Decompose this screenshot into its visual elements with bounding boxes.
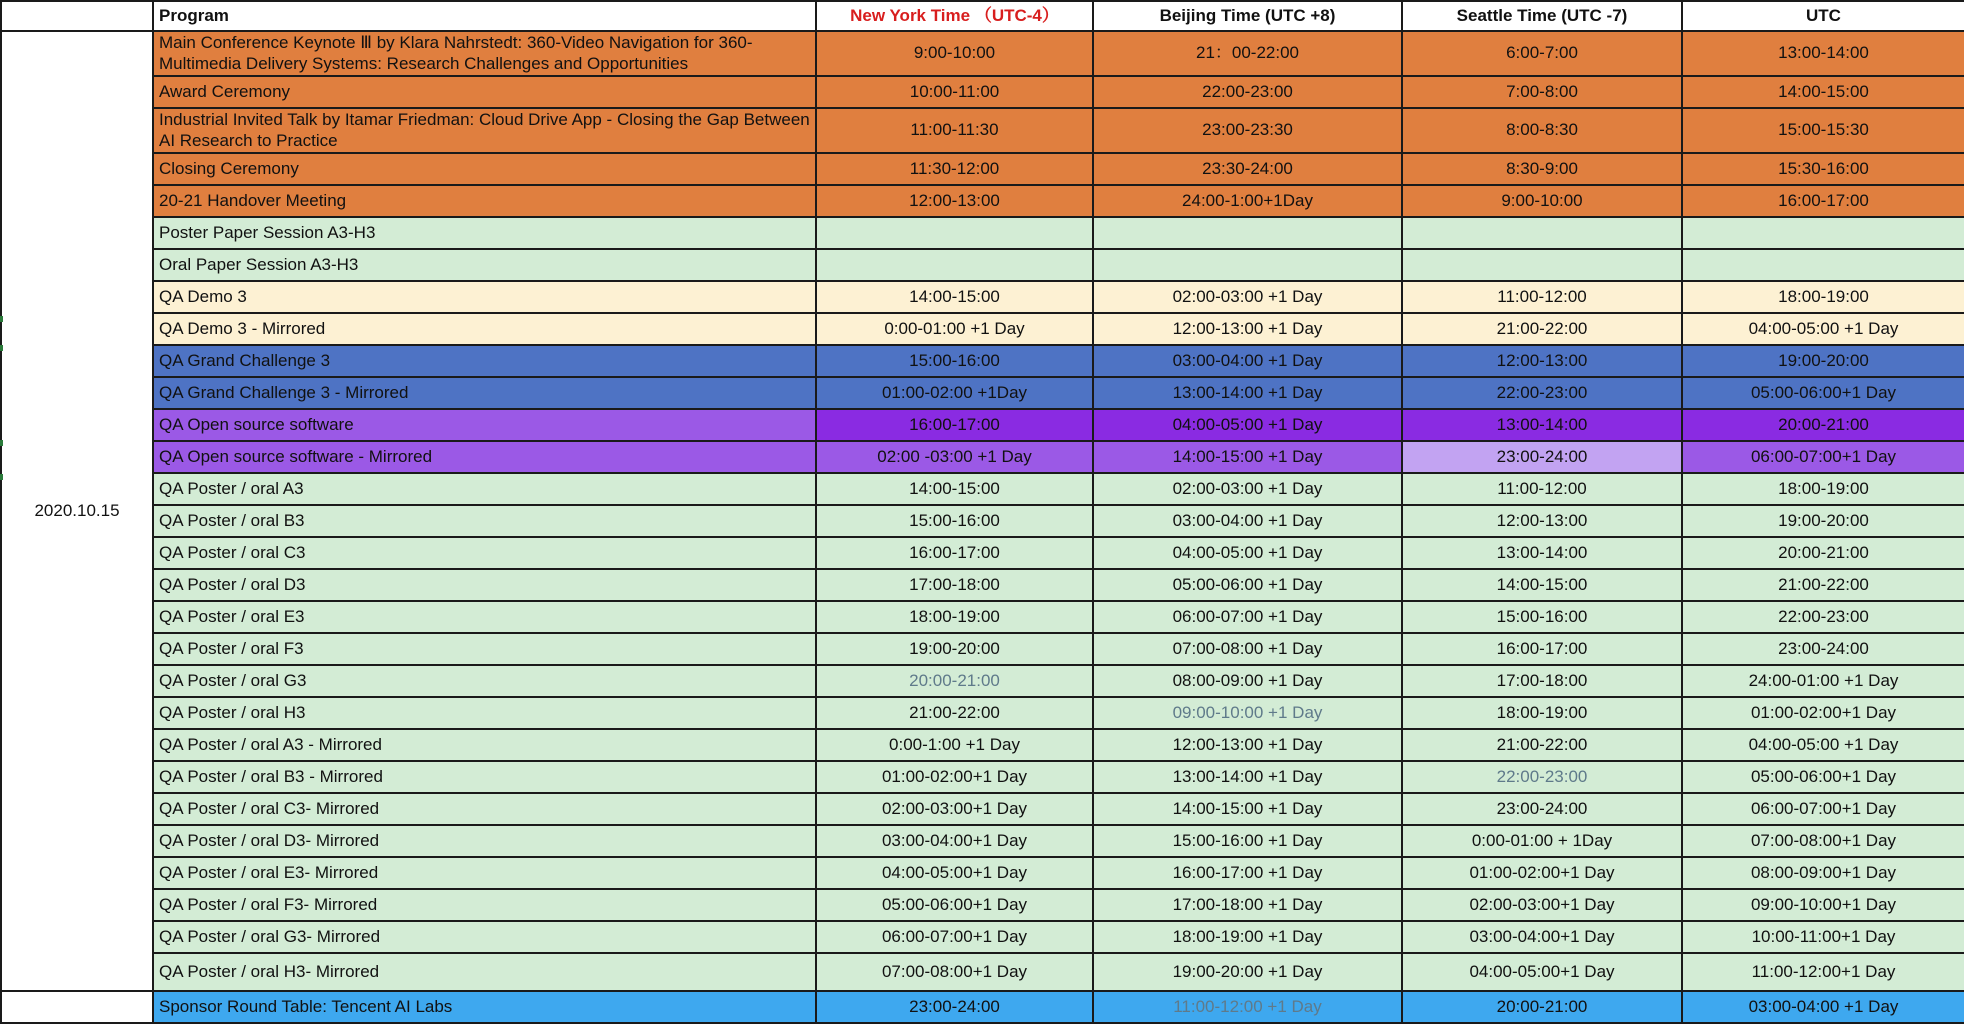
edge-marker: [0, 316, 3, 322]
beijing-time-cell[interactable]: 16:00-17:00 +1 Day: [1093, 857, 1402, 889]
table-row: [1, 281, 1964, 313]
header-date[interactable]: [1, 1, 153, 31]
beijing-time-cell[interactable]: 06:00-07:00 +1 Day: [1093, 601, 1402, 633]
table-row: [1, 953, 1964, 991]
table-row: [1, 345, 1964, 377]
table-row: [1, 377, 1964, 409]
utc-time-cell[interactable]: 08:00-09:00+1 Day: [1682, 857, 1964, 889]
seattle-time-cell[interactable]: 18:00-19:00: [1402, 697, 1682, 729]
utc-time-cell[interactable]: 09:00-10:00+1 Day: [1682, 889, 1964, 921]
seattle-time-cell[interactable]: 7:00-8:00: [1402, 76, 1682, 108]
ny-time-cell[interactable]: 10:00-11:00: [816, 76, 1093, 108]
utc-time-cell[interactable]: 20:00-21:00: [1682, 537, 1964, 569]
ny-time-cell[interactable]: 20:00-21:00: [816, 665, 1093, 697]
table-row: [1, 313, 1964, 345]
seattle-time-cell[interactable]: 15:00-16:00: [1402, 601, 1682, 633]
table-row: [1, 153, 1964, 185]
table-row: [1, 108, 1964, 153]
ny-time-cell[interactable]: 12:00-13:00: [816, 185, 1093, 217]
program-cell[interactable]: Closing Ceremony: [153, 153, 816, 185]
table-row: [1, 857, 1964, 889]
seattle-time-cell[interactable]: 6:00-7:00: [1402, 31, 1682, 76]
ny-time-cell[interactable]: 17:00-18:00: [816, 569, 1093, 601]
ny-time-cell[interactable]: 19:00-20:00: [816, 633, 1093, 665]
utc-time-cell[interactable]: [1682, 217, 1964, 249]
ny-time-cell[interactable]: 11:30-12:00: [816, 153, 1093, 185]
beijing-time-cell[interactable]: 23:00-23:30: [1093, 108, 1402, 153]
seattle-time-cell[interactable]: 20:00-21:00: [1402, 991, 1682, 1023]
seattle-time-cell[interactable]: 13:00-14:00: [1402, 537, 1682, 569]
beijing-time-cell[interactable]: 04:00-05:00 +1 Day: [1093, 409, 1402, 441]
seattle-time-cell[interactable]: 17:00-18:00: [1402, 665, 1682, 697]
beijing-time-cell[interactable]: 07:00-08:00 +1 Day: [1093, 633, 1402, 665]
header-row: [1, 1, 1964, 31]
program-cell[interactable]: Poster Paper Session A3-H3: [153, 217, 816, 249]
program-cell[interactable]: QA Poster / oral B3: [153, 505, 816, 537]
beijing-time-cell[interactable]: 03:00-04:00 +1 Day: [1093, 505, 1402, 537]
program-cell[interactable]: QA Poster / oral D3- Mirrored: [153, 825, 816, 857]
date-cell[interactable]: 2020.10.15: [1, 31, 153, 991]
program-cell[interactable]: QA Poster / oral A3 - Mirrored: [153, 729, 816, 761]
beijing-time-cell[interactable]: 02:00-03:00 +1 Day: [1093, 473, 1402, 505]
seattle-time-cell[interactable]: 23:00-24:00: [1402, 793, 1682, 825]
program-cell[interactable]: QA Grand Challenge 3 - Mirrored: [153, 377, 816, 409]
utc-time-cell[interactable]: 15:30-16:00: [1682, 153, 1964, 185]
beijing-time-cell[interactable]: 24:00-1:00+1Day: [1093, 185, 1402, 217]
seattle-time-cell[interactable]: [1402, 249, 1682, 281]
seattle-time-cell[interactable]: 0:00-01:00 + 1Day: [1402, 825, 1682, 857]
seattle-time-cell[interactable]: 21:00-22:00: [1402, 729, 1682, 761]
table-row: [1, 249, 1964, 281]
header-new-york-time[interactable]: New York Time （UTC-4）: [816, 1, 1093, 31]
beijing-time-cell[interactable]: 03:00-04:00 +1 Day: [1093, 345, 1402, 377]
ny-time-cell[interactable]: 9:00-10:00: [816, 31, 1093, 76]
table-row: [1, 537, 1964, 569]
program-cell[interactable]: QA Poster / oral A3: [153, 473, 816, 505]
utc-time-cell[interactable]: 07:00-08:00+1 Day: [1682, 825, 1964, 857]
ny-time-cell[interactable]: [816, 217, 1093, 249]
utc-time-cell[interactable]: 14:00-15:00: [1682, 76, 1964, 108]
table-row: [1, 793, 1964, 825]
utc-time-cell[interactable]: 03:00-04:00 +1 Day: [1682, 991, 1964, 1023]
beijing-time-cell[interactable]: [1093, 249, 1402, 281]
program-cell[interactable]: QA Poster / oral B3 - Mirrored: [153, 761, 816, 793]
ny-time-cell[interactable]: 15:00-16:00: [816, 345, 1093, 377]
table-row: [1, 889, 1964, 921]
program-cell[interactable]: QA Poster / oral F3: [153, 633, 816, 665]
seattle-time-cell[interactable]: 21:00-22:00: [1402, 313, 1682, 345]
program-cell[interactable]: 20-21 Handover Meeting: [153, 185, 816, 217]
ny-time-cell[interactable]: 16:00-17:00: [816, 537, 1093, 569]
utc-time-cell[interactable]: 10:00-11:00+1 Day: [1682, 921, 1964, 953]
utc-time-cell[interactable]: 18:00-19:00: [1682, 473, 1964, 505]
beijing-time-cell[interactable]: 12:00-13:00 +1 Day: [1093, 729, 1402, 761]
seattle-time-cell[interactable]: 11:00-12:00: [1402, 473, 1682, 505]
table-row: [1, 761, 1964, 793]
program-cell[interactable]: QA Poster / oral G3- Mirrored: [153, 921, 816, 953]
edge-marker: [0, 345, 3, 351]
utc-time-cell[interactable]: 19:00-20:00: [1682, 345, 1964, 377]
program-cell[interactable]: QA Poster / oral E3- Mirrored: [153, 857, 816, 889]
table-row: [1, 505, 1964, 537]
ny-time-cell[interactable]: 05:00-06:00+1 Day: [816, 889, 1093, 921]
program-cell[interactable]: Industrial Invited Talk by Itamar Friedman: Cloud Drive App - Closing the Gap Between AI Research to Practice: [153, 108, 816, 153]
ny-time-cell[interactable]: 02:00 -03:00 +1 Day: [816, 441, 1093, 473]
utc-time-cell[interactable]: 19:00-20:00: [1682, 505, 1964, 537]
utc-time-cell[interactable]: 15:00-15:30: [1682, 108, 1964, 153]
beijing-time-cell[interactable]: 09:00-10:00 +1 Day: [1093, 697, 1402, 729]
beijing-time-cell[interactable]: 21：00-22:00: [1093, 31, 1402, 76]
date-cell-empty[interactable]: [1, 991, 153, 1023]
program-cell[interactable]: QA Grand Challenge 3: [153, 345, 816, 377]
ny-time-cell[interactable]: 01:00-02:00+1 Day: [816, 761, 1093, 793]
seattle-time-cell[interactable]: 14:00-15:00: [1402, 569, 1682, 601]
table-row: [1, 633, 1964, 665]
utc-time-cell[interactable]: 22:00-23:00: [1682, 601, 1964, 633]
utc-time-cell[interactable]: [1682, 249, 1964, 281]
beijing-time-cell[interactable]: 18:00-19:00 +1 Day: [1093, 921, 1402, 953]
program-cell[interactable]: Oral Paper Session A3-H3: [153, 249, 816, 281]
table-row: [1, 473, 1964, 505]
beijing-time-cell[interactable]: 11:00-12:00 +1 Day: [1093, 991, 1402, 1023]
utc-time-cell[interactable]: 20:00-21:00: [1682, 409, 1964, 441]
program-cell[interactable]: QA Poster / oral H3- Mirrored: [153, 953, 816, 991]
utc-time-cell[interactable]: 13:00-14:00: [1682, 31, 1964, 76]
program-cell[interactable]: QA Poster / oral H3: [153, 697, 816, 729]
beijing-time-cell[interactable]: 05:00-06:00 +1 Day: [1093, 569, 1402, 601]
table-row: [1, 921, 1964, 953]
beijing-time-cell[interactable]: 23:30-24:00: [1093, 153, 1402, 185]
seattle-time-cell[interactable]: 16:00-17:00: [1402, 633, 1682, 665]
seattle-time-cell[interactable]: 02:00-03:00+1 Day: [1402, 889, 1682, 921]
program-cell[interactable]: QA Poster / oral D3: [153, 569, 816, 601]
table-row: [1, 569, 1964, 601]
edge-marker: [0, 474, 3, 480]
table-row: [1, 76, 1964, 108]
seattle-time-cell[interactable]: 12:00-13:00: [1402, 345, 1682, 377]
seattle-time-cell[interactable]: 11:00-12:00: [1402, 281, 1682, 313]
ny-time-cell[interactable]: 21:00-22:00: [816, 697, 1093, 729]
utc-time-cell[interactable]: 04:00-05:00 +1 Day: [1682, 313, 1964, 345]
ny-time-cell[interactable]: 03:00-04:00+1 Day: [816, 825, 1093, 857]
program-cell[interactable]: QA Poster / oral G3: [153, 665, 816, 697]
program-cell[interactable]: QA Poster / oral F3- Mirrored: [153, 889, 816, 921]
seattle-time-cell[interactable]: 8:00-8:30: [1402, 108, 1682, 153]
header-utc[interactable]: UTC: [1682, 1, 1964, 31]
table-row: [1, 185, 1964, 217]
table-row: [1, 441, 1964, 473]
utc-time-cell[interactable]: 01:00-02:00+1 Day: [1682, 697, 1964, 729]
seattle-time-cell[interactable]: 03:00-04:00+1 Day: [1402, 921, 1682, 953]
seattle-time-cell[interactable]: 12:00-13:00: [1402, 505, 1682, 537]
beijing-time-cell[interactable]: 08:00-09:00 +1 Day: [1093, 665, 1402, 697]
beijing-time-cell[interactable]: 19:00-20:00 +1 Day: [1093, 953, 1402, 991]
program-cell[interactable]: Award Ceremony: [153, 76, 816, 108]
utc-time-cell[interactable]: 24:00-01:00 +1 Day: [1682, 665, 1964, 697]
seattle-time-cell[interactable]: 23:00-24:00: [1402, 441, 1682, 473]
edge-marker: [0, 440, 3, 446]
table-row: [1, 409, 1964, 441]
program-cell[interactable]: QA Open source software: [153, 409, 816, 441]
program-cell[interactable]: QA Poster / oral E3: [153, 601, 816, 633]
table-row: [1, 31, 1964, 76]
program-cell[interactable]: QA Demo 3 - Mirrored: [153, 313, 816, 345]
ny-time-cell[interactable]: 04:00-05:00+1 Day: [816, 857, 1093, 889]
beijing-time-cell[interactable]: 02:00-03:00 +1 Day: [1093, 281, 1402, 313]
seattle-time-cell[interactable]: 9:00-10:00: [1402, 185, 1682, 217]
program-cell[interactable]: QA Demo 3: [153, 281, 816, 313]
utc-time-cell[interactable]: 06:00-07:00+1 Day: [1682, 793, 1964, 825]
beijing-time-cell[interactable]: 17:00-18:00 +1 Day: [1093, 889, 1402, 921]
seattle-time-cell[interactable]: 8:30-9:00: [1402, 153, 1682, 185]
utc-time-cell[interactable]: 11:00-12:00+1 Day: [1682, 953, 1964, 991]
header-program[interactable]: Program: [153, 1, 816, 31]
utc-time-cell[interactable]: 21:00-22:00: [1682, 569, 1964, 601]
beijing-time-cell[interactable]: [1093, 217, 1402, 249]
beijing-time-cell[interactable]: 12:00-13:00 +1 Day: [1093, 313, 1402, 345]
utc-time-cell[interactable]: 18:00-19:00: [1682, 281, 1964, 313]
utc-time-cell[interactable]: 04:00-05:00 +1 Day: [1682, 729, 1964, 761]
beijing-time-cell[interactable]: 14:00-15:00 +1 Day: [1093, 441, 1402, 473]
ny-time-cell[interactable]: 0:00-1:00 +1 Day: [816, 729, 1093, 761]
table-row: [1, 729, 1964, 761]
beijing-time-cell[interactable]: 13:00-14:00 +1 Day: [1093, 377, 1402, 409]
ny-time-cell[interactable]: 06:00-07:00+1 Day: [816, 921, 1093, 953]
program-cell[interactable]: QA Poster / oral C3- Mirrored: [153, 793, 816, 825]
ny-time-cell[interactable]: 15:00-16:00: [816, 505, 1093, 537]
ny-time-cell[interactable]: 16:00-17:00: [816, 409, 1093, 441]
program-cell[interactable]: Main Conference Keynote Ⅲ by Klara Nahrstedt: 360-Video Navigation for 360-Multimedia Delivery Systems: Research Challenges and Opportunities: [153, 31, 816, 76]
program-cell[interactable]: QA Poster / oral C3: [153, 537, 816, 569]
beijing-time-cell[interactable]: 13:00-14:00 +1 Day: [1093, 761, 1402, 793]
program-cell[interactable]: Sponsor Round Table: Tencent AI Labs: [153, 991, 816, 1023]
beijing-time-cell[interactable]: 04:00-05:00 +1 Day: [1093, 537, 1402, 569]
ny-time-cell[interactable]: 18:00-19:00: [816, 601, 1093, 633]
beijing-time-cell[interactable]: 15:00-16:00 +1 Day: [1093, 825, 1402, 857]
table-row: [1, 665, 1964, 697]
ny-time-cell[interactable]: 14:00-15:00: [816, 473, 1093, 505]
seattle-time-cell[interactable]: [1402, 217, 1682, 249]
seattle-time-cell[interactable]: 01:00-02:00+1 Day: [1402, 857, 1682, 889]
ny-time-cell[interactable]: [816, 249, 1093, 281]
ny-time-cell[interactable]: 11:00-11:30: [816, 108, 1093, 153]
seattle-time-cell[interactable]: 04:00-05:00+1 Day: [1402, 953, 1682, 991]
utc-time-cell[interactable]: 16:00-17:00: [1682, 185, 1964, 217]
header-seattle-time[interactable]: Seattle Time (UTC -7): [1402, 1, 1682, 31]
table-row: [1, 991, 1964, 1023]
program-cell[interactable]: QA Open source software - Mirrored: [153, 441, 816, 473]
utc-time-cell[interactable]: 05:00-06:00+1 Day: [1682, 377, 1964, 409]
utc-time-cell[interactable]: 06:00-07:00+1 Day: [1682, 441, 1964, 473]
beijing-time-cell[interactable]: 22:00-23:00: [1093, 76, 1402, 108]
seattle-time-cell[interactable]: 22:00-23:00: [1402, 761, 1682, 793]
table-row: [1, 217, 1964, 249]
seattle-time-cell[interactable]: 13:00-14:00: [1402, 409, 1682, 441]
table-row: [1, 697, 1964, 729]
ny-time-cell[interactable]: 02:00-03:00+1 Day: [816, 793, 1093, 825]
ny-time-cell[interactable]: 23:00-24:00: [816, 991, 1093, 1023]
ny-time-cell[interactable]: 01:00-02:00 +1Day: [816, 377, 1093, 409]
seattle-time-cell[interactable]: 22:00-23:00: [1402, 377, 1682, 409]
beijing-time-cell[interactable]: 14:00-15:00 +1 Day: [1093, 793, 1402, 825]
table-row: [1, 601, 1964, 633]
utc-time-cell[interactable]: 23:00-24:00: [1682, 633, 1964, 665]
utc-time-cell[interactable]: 05:00-06:00+1 Day: [1682, 761, 1964, 793]
header-beijing-time[interactable]: Beijing Time (UTC +8): [1093, 1, 1402, 31]
table-row: [1, 825, 1964, 857]
ny-time-cell[interactable]: 0:00-01:00 +1 Day: [816, 313, 1093, 345]
ny-time-cell[interactable]: 14:00-15:00: [816, 281, 1093, 313]
ny-time-cell[interactable]: 07:00-08:00+1 Day: [816, 953, 1093, 991]
